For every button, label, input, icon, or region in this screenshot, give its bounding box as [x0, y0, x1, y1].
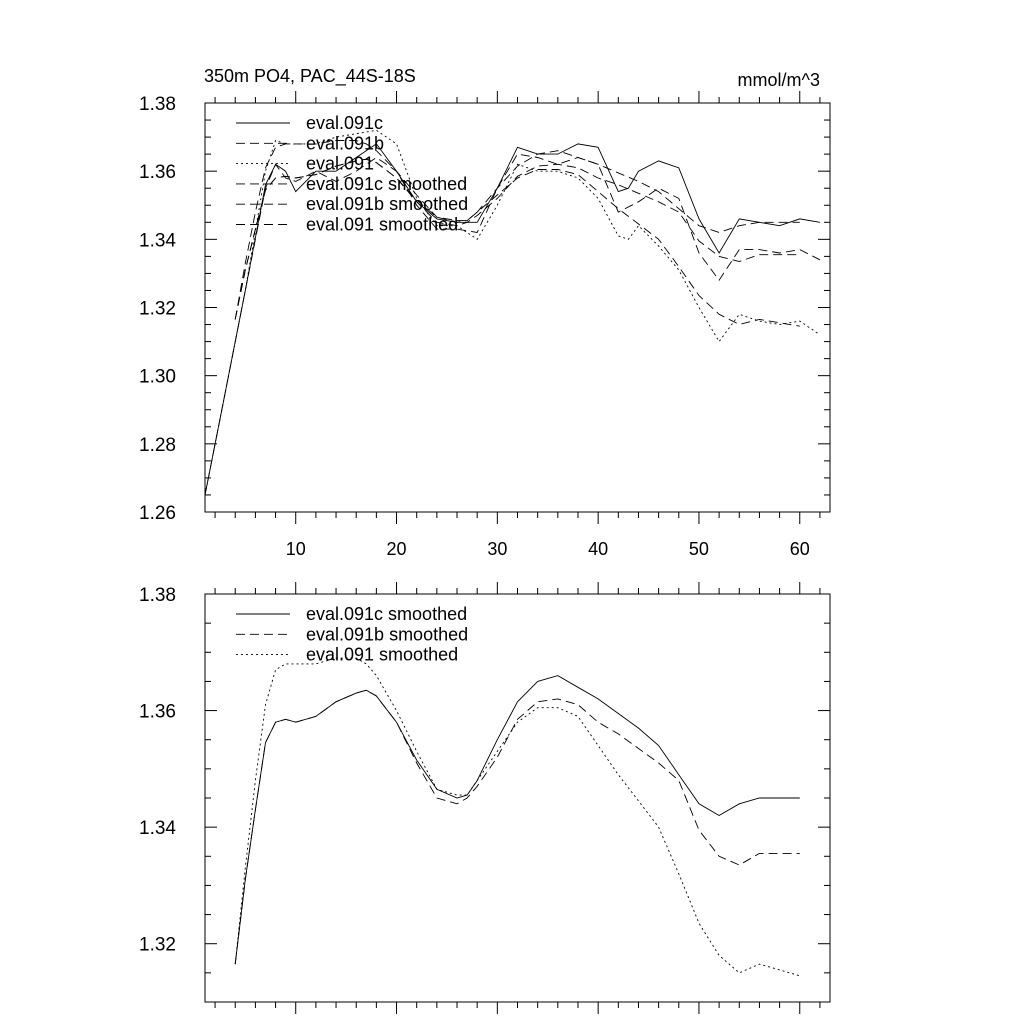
- series-line-1: [235, 690, 800, 964]
- legend-label: eval.091: [306, 153, 375, 174]
- legend-label: eval.091c smoothed: [306, 173, 468, 194]
- series-line-1: [205, 154, 820, 495]
- legend-label: eval.091c: [306, 113, 384, 133]
- y-tick-label: 1.30: [139, 366, 176, 388]
- y-tick-label: 1.34: [139, 818, 176, 840]
- units-label: mmol/m^3: [737, 70, 820, 90]
- x-tick-label: 60: [789, 539, 810, 559]
- top-axes: [139, 91, 830, 559]
- legend-label: eval.091c smoothed: [306, 604, 468, 624]
- y-tick-label: 1.34: [139, 230, 176, 252]
- bottom-axes: [139, 582, 830, 1014]
- y-tick-label: 1.32: [139, 298, 176, 320]
- top-series-lines: [205, 130, 820, 495]
- legend-label: eval.091b: [306, 133, 385, 154]
- bottom-legend: [236, 604, 468, 665]
- y-tick-label: 1.36: [139, 701, 176, 723]
- x-tick-label: 20: [386, 539, 407, 559]
- series-line-2: [235, 658, 800, 976]
- x-tick-label: 50: [688, 539, 709, 559]
- x-tick-label: 10: [285, 539, 306, 559]
- bottom-series-lines: [235, 658, 800, 976]
- legend-label: eval.091b smoothed: [306, 624, 469, 645]
- y-tick-label: 1.26: [139, 503, 176, 524]
- y-tick-label: 1.32: [139, 934, 176, 956]
- series-line-2: [205, 130, 820, 495]
- y-tick-label: 1.38: [139, 94, 176, 115]
- x-tick-label: 30: [487, 539, 508, 559]
- chart-title: 350m PO4, PAC_44S-18S: [204, 66, 416, 86]
- y-tick-label: 1.38: [139, 585, 176, 606]
- x-tick-label: 40: [588, 539, 609, 559]
- top-panel: [139, 66, 830, 559]
- legend-label: eval.091 smoothed: [306, 644, 459, 665]
- bottom-panel: [139, 582, 830, 1014]
- legend-label: eval.091 smoothed: [306, 214, 459, 235]
- plot-frame: [205, 594, 830, 1002]
- series-line-0: [205, 144, 820, 495]
- legend-label: eval.091b smoothed: [306, 194, 469, 215]
- y-tick-label: 1.36: [139, 162, 176, 184]
- y-tick-label: 1.28: [139, 434, 176, 456]
